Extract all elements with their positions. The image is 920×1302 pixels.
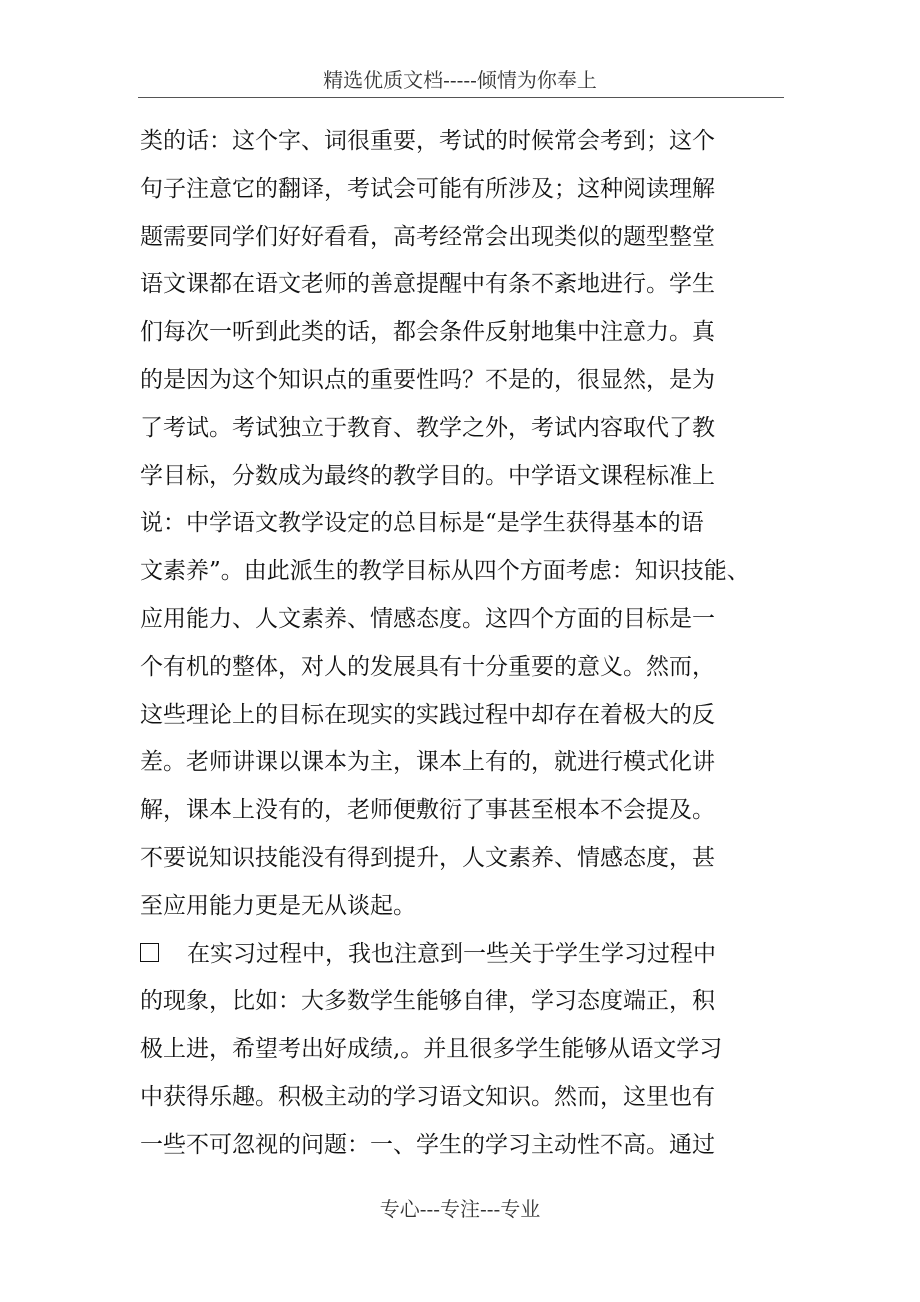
text-line: 这些理论上的目标在现实的实践过程中却存在着极大的反 [140, 701, 715, 728]
text-line: 在实习过程中，我也注意到一些关于学生学习过程中 [187, 940, 716, 967]
text-line: 句子注意它的翻译，考试会可能有所涉及；这种阅读理解 [140, 175, 715, 202]
document-body [140, 118, 784, 1170]
text-line: 的是因为这个知识点的重要性吗？不是的，很显然，是为 [140, 366, 715, 393]
text-line: 中获得乐趣。积极主动的学习语文知识。然而，这里也有 [140, 1083, 715, 1110]
text-line: 差。老师讲课以课本为主，课本上有的，就进行模式化讲 [140, 749, 715, 776]
header-divider [138, 97, 784, 98]
text-line: 文素养”。由此派生的教学目标从四个方面考虑：知识技能、 [140, 558, 750, 585]
checkbox-icon [140, 943, 159, 962]
text-line: 类的话：这个字、词很重要，考试的时候常会考到；这个 [140, 128, 715, 154]
text-line: 语文课都在语文老师的善意提醒中有条不紊地进行。学生 [140, 271, 715, 298]
text-line-with-checkbox [140, 931, 784, 979]
text-line: 不要说知识技能没有得到提升，人文素养、情感态度，甚 [140, 844, 715, 871]
text-line: 的现象，比如：大多数学生能够自律，学习态度端正，积 [140, 988, 715, 1015]
text-line: 个有机的整体，对人的发展具有十分重要的意义。然而， [140, 653, 715, 680]
text-line: 了考试。考试独立于教育、教学之外，考试内容取代了教 [140, 414, 715, 441]
text-line: 解，课本上没有的，老师便敷衍了事甚至根本不会提及。 [140, 797, 715, 824]
text-line: 至应用能力更是无从谈起。 [140, 892, 416, 919]
page-footer: 专心---专注---专业 [379, 1197, 541, 1221]
text-line: 学目标，分数成为最终的教学目的。中学语文课程标准上 [140, 462, 715, 489]
page-header: 精选优质文档-----倾情为你奉上 [323, 68, 597, 92]
text-line: 应用能力、人文素养、情感态度。这四个方面的目标是一 [140, 605, 715, 632]
text-line: 极上进，希望考出好成绩,。并且很多学生能够从语文学习 [140, 1036, 723, 1063]
text-line: 说：中学语文教学设定的总目标是“是学生获得基本的语 [140, 510, 704, 537]
paragraph-1 [140, 118, 784, 931]
text-line: 们每次一听到此类的话，都会条件反射地集中注意力。真 [140, 319, 715, 346]
paragraph-2 [140, 931, 784, 1170]
text-line: 题需要同学们好好看看，高考经常会出现类似的题型整堂 [140, 223, 715, 250]
text-line: 一些不可忽视的问题：一、学生的学习主动性不高。通过 [140, 1131, 715, 1158]
